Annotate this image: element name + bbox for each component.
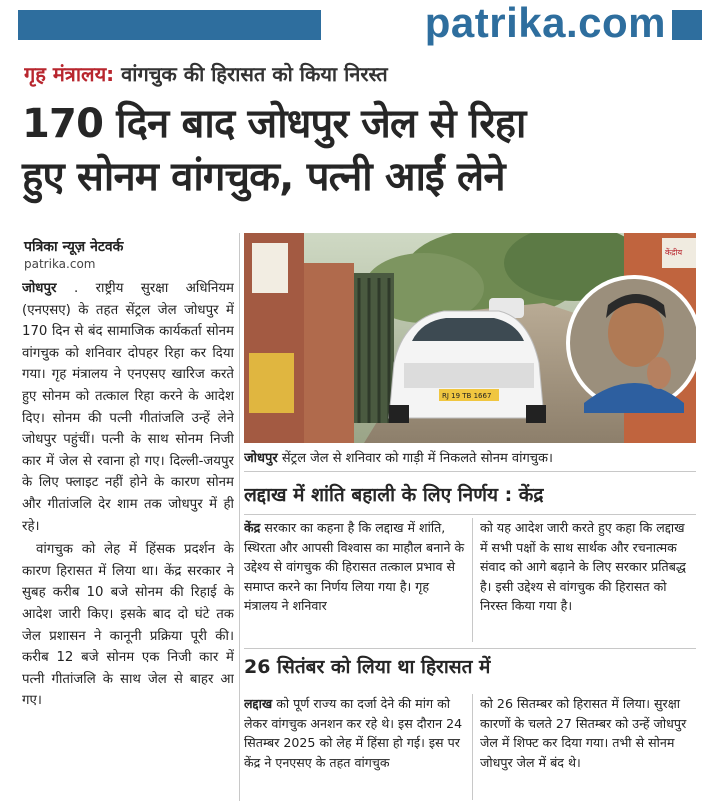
byline xyxy=(24,238,239,272)
headline-line-1: 170 दिन बाद जोधपुर जेल से रिहा xyxy=(22,101,526,147)
byline-site[interactable]: patrika.com xyxy=(24,257,96,271)
section-1-col-2: को यह आदेश जारी करते हुए कहा कि लद्दाख में सभी पक्षों के साथ सार्थक और रचनात्मक संवाद को आगे बढ़ाने के लिए सरकार प्रतिबद्ध है। इसी उद्देश्य से वांगचुक की हिरासत को निरस्त किया गया है। xyxy=(480,520,686,613)
site-logo[interactable]: patrika.com xyxy=(424,0,666,46)
story-paragraph-2: वांगचुक को लेह में हिंसक प्रदर्शन के कारण हिरासत में लिया था। केंद्र सरकार ने सुबह करीब 10 बजे सोनम की रिहाई के आदेश जारी किए। इसके बाद दो घंटे तक जेल प्रशासन ने कानूनी प्रक्रिया पूरी की। करीब 12 बजे सोनम एक निजी कार में पत्नी गीतांजलि के साथ जेल से बाहर आ गए। xyxy=(22,542,234,709)
headline xyxy=(22,98,712,204)
story-paragraph-1-text: . राष्ट्रीय सुरक्षा अधिनियम (एनएसए) के तहत सेंट्रल जेल जोधपुर में 170 दिन से बंद सामाजिक कार्यकर्ता सोनम वांगचुक को शनिवार दोपहर रिहा कर दिया गया। गृह मंत्रालय ने एनएसए खारिज करते हुए सोनम को तत्काल रिहा करने के आदेश दिए। सोनम की पत्नी गीतांजलि उन्हें लेने जोधपुर पहुंचीं। पत्नी के साथ सोनम निजी कार में जेल से रवाना हो गए। दिल्ली-जयपुर के लिए फ्लाइट नहीं होने के कारण सोनम और गीतांजलि देर शाम तक जोधपुर में ही रहे। xyxy=(22,281,234,534)
kicker-text: वांगचुक की हिरासत को किया निरस्त xyxy=(114,62,388,86)
section-2-col-2: को 26 सितम्बर को हिरासत में लिया। सुरक्षा कारणों के चलते 27 सितम्बर को उन्हें जोधपुर जेल में शिफ्ट कर दिया गया। तभी से सोनम जोधपुर जेल में बंद थे। xyxy=(480,696,687,770)
section-1-heading: लद्दाख में शांति बहाली के लिए निर्णय : केंद्र xyxy=(244,484,544,506)
section-1-lead: केंद्र xyxy=(244,520,261,535)
section-1-col-1 xyxy=(244,518,465,642)
kicker xyxy=(24,60,704,88)
story-paragraph-1 xyxy=(22,278,234,537)
photo-caption xyxy=(244,447,696,472)
section-1-col-1-text: सरकार का कहना है कि लद्दाख में शांति, स्थिरता और आपसी विश्वास का माहौल बनाने के उद्देश्य से वांगचुक की हिरासत तत्काल प्रभाव से समाप्त करने का निर्णय लिया गया है। गृह मंत्रालय ने शनिवार xyxy=(244,520,465,613)
section-2-heading: 26 सितंबर को लिया था हिरासत में xyxy=(244,656,491,678)
kicker-label: गृह मंत्रालय: xyxy=(24,62,115,86)
story-column xyxy=(22,278,234,798)
column-divider xyxy=(239,233,240,801)
masthead xyxy=(0,0,718,50)
headline-line-2: हुए सोनम वांगचुक, पत्नी आईं लेने xyxy=(22,154,505,200)
section-2-divider xyxy=(472,694,473,800)
section-1-divider xyxy=(472,518,473,642)
masthead-bar-end xyxy=(672,10,702,40)
gate-sign: केंद्रीय xyxy=(665,248,683,257)
news-photo xyxy=(244,233,696,443)
number-plate: RJ 19 TB 1667 xyxy=(442,392,492,400)
photo-illustration xyxy=(244,233,696,443)
caption-place: जोधपुर xyxy=(244,451,278,466)
caption-text: सेंट्रल जेल से शनिवार को गाड़ी में निकलते सोनम वांगचुक। xyxy=(277,451,553,466)
byline-name: पत्रिका न्यूज़ नेटवर्क xyxy=(24,239,124,255)
section-2-lead: लद्दाख xyxy=(244,696,273,711)
section-2-top-rule xyxy=(244,648,696,649)
section-1-rule xyxy=(244,514,696,515)
section-2-col-1 xyxy=(244,694,465,800)
section-2-col-1-text: को पूर्ण राज्य का दर्जा देने की मांग को लेकर वांगचुक अनशन कर रहे थे। इस दौरान 24 सितम्बर 2025 को लेह में हिंसा हो गई। इस पर केंद्र ने एनएसए के तहत वांगचुक xyxy=(244,696,463,770)
masthead-bar xyxy=(18,10,321,40)
dateline: जोधपुर xyxy=(22,281,57,296)
